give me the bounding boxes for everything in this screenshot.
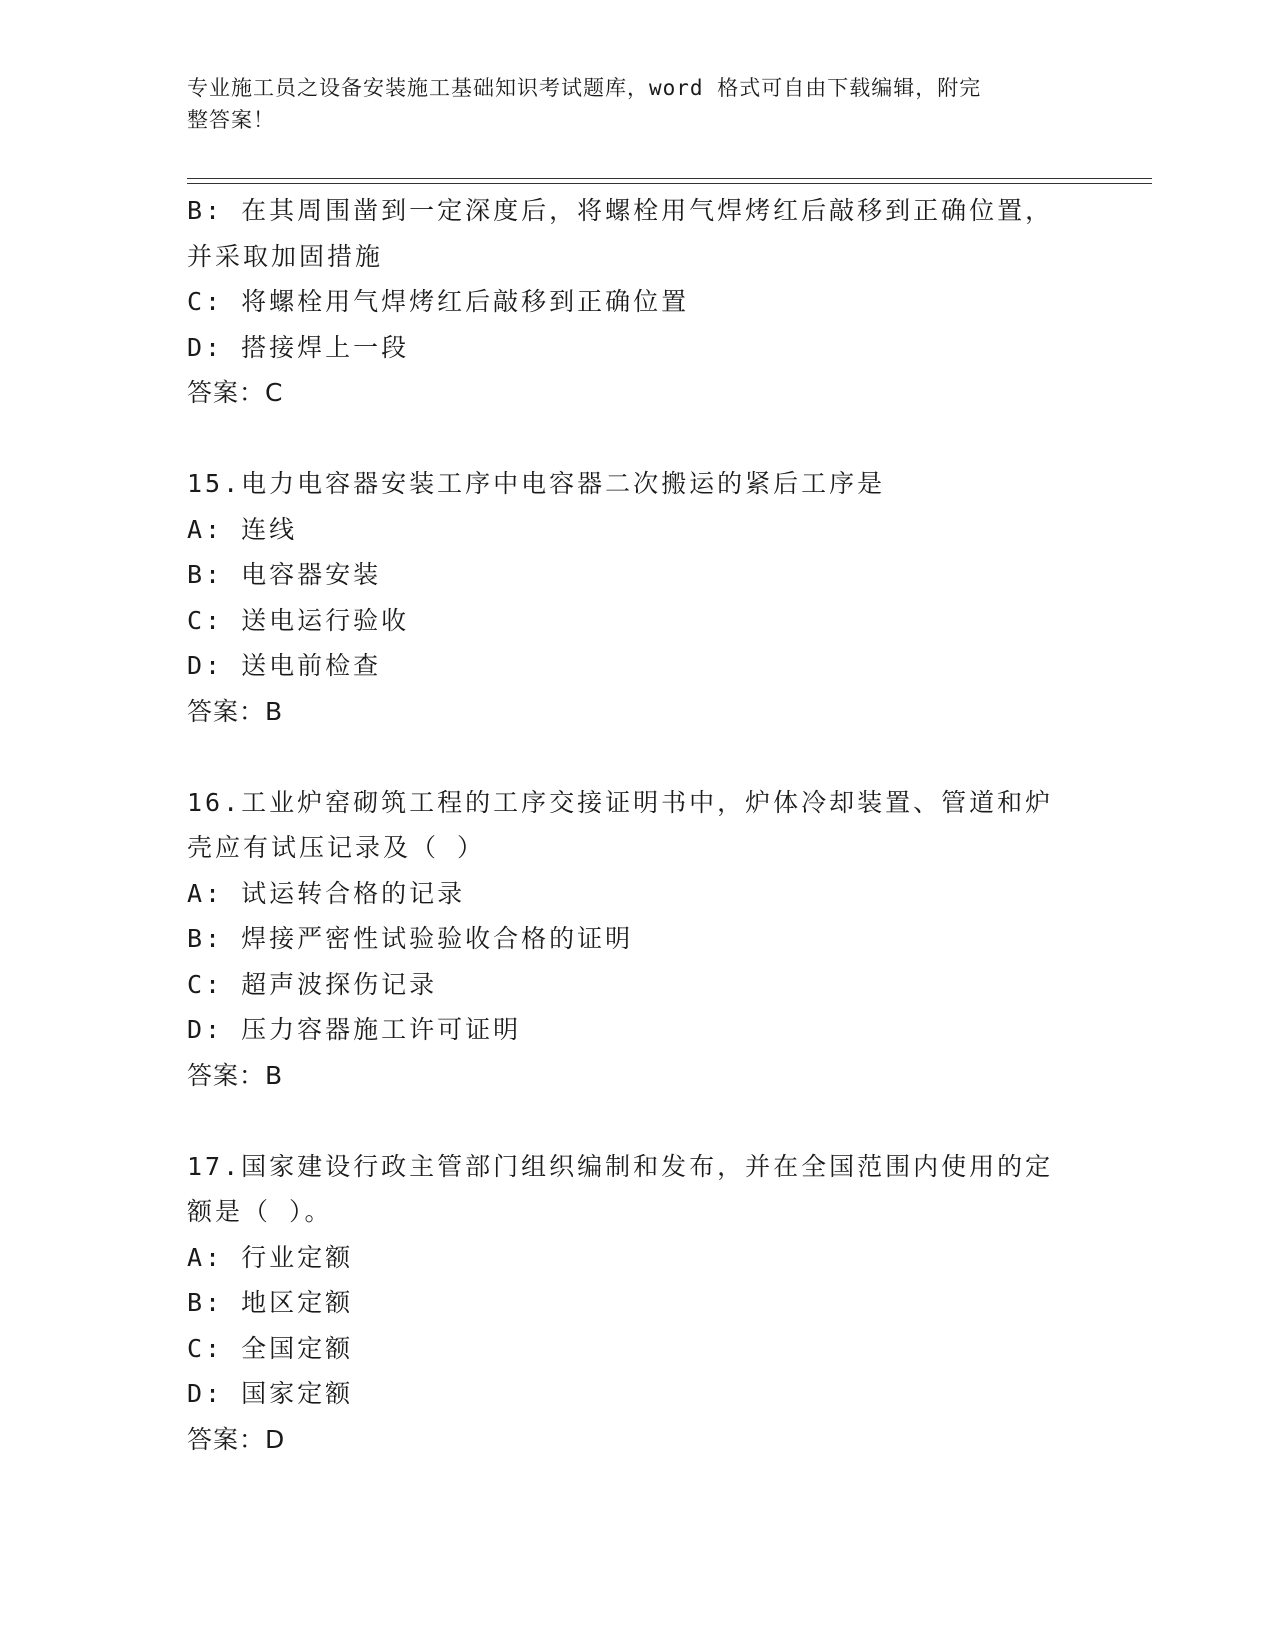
option-d: D: 国家定额	[187, 1379, 354, 1408]
carryover-question	[187, 188, 1087, 416]
option-a: A: 行业定额	[187, 1242, 354, 1272]
option-a: A: 试运转合格的记录	[187, 878, 466, 908]
option-d: D: 送电前检查	[187, 651, 382, 680]
option-b: B: 地区定额	[187, 1288, 354, 1317]
answer-line: 答案：D	[187, 1424, 286, 1454]
document-header	[187, 72, 1087, 136]
header-rule-bottom	[187, 183, 1152, 184]
question-content	[187, 188, 1087, 1462]
question-stem-continued: 壳应有试压记录及（ ）	[187, 833, 486, 862]
question-15	[187, 461, 1087, 734]
question-stem: 16.工业炉窑砌筑工程的工序交接证明书中，炉体冷却装置、管道和炉	[187, 787, 1054, 817]
question-16	[187, 780, 1087, 1099]
answer-line: 答案：C	[187, 378, 284, 407]
option-a: A: 连线	[187, 514, 298, 544]
header-line-1: 专业施工员之设备安装施工基础知识考试题库，word 格式可自由下载编辑，附完	[187, 76, 982, 100]
option-b: B: 电容器安装	[187, 560, 382, 589]
answer-line: 答案：B	[187, 696, 284, 726]
answer-line: 答案：B	[187, 1060, 284, 1090]
option-c: C: 送电运行验收	[187, 605, 410, 635]
spacer	[187, 416, 1087, 462]
spacer	[187, 734, 1087, 780]
question-stem: 15.电力电容器安装工序中电容器二次搬运的紧后工序是	[187, 469, 886, 498]
option-b-line-1: B: 在其周围凿到一定深度后，将螺栓用气焊烤红后敲移到正确位置，	[187, 196, 1054, 225]
option-c: C: 全国定额	[187, 1333, 354, 1363]
header-rule-top	[187, 178, 1152, 179]
option-b-line-2: 并采取加固措施	[187, 241, 384, 271]
option-c: C: 超声波探伤记录	[187, 969, 438, 999]
question-17	[187, 1144, 1087, 1463]
spacer	[187, 1098, 1087, 1144]
option-b: B: 焊接严密性试验验收合格的证明	[187, 924, 634, 953]
question-stem: 17.国家建设行政主管部门组织编制和发布，并在全国范围内使用的定	[187, 1151, 1054, 1181]
question-stem-continued: 额是（ ）。	[187, 1197, 333, 1226]
header-line-2: 整答案！	[187, 108, 275, 132]
option-c: C: 将螺栓用气焊烤红后敲移到正确位置	[187, 287, 690, 316]
option-d: D: 搭接焊上一段	[187, 332, 410, 362]
option-d: D: 压力容器施工许可证明	[187, 1015, 522, 1044]
